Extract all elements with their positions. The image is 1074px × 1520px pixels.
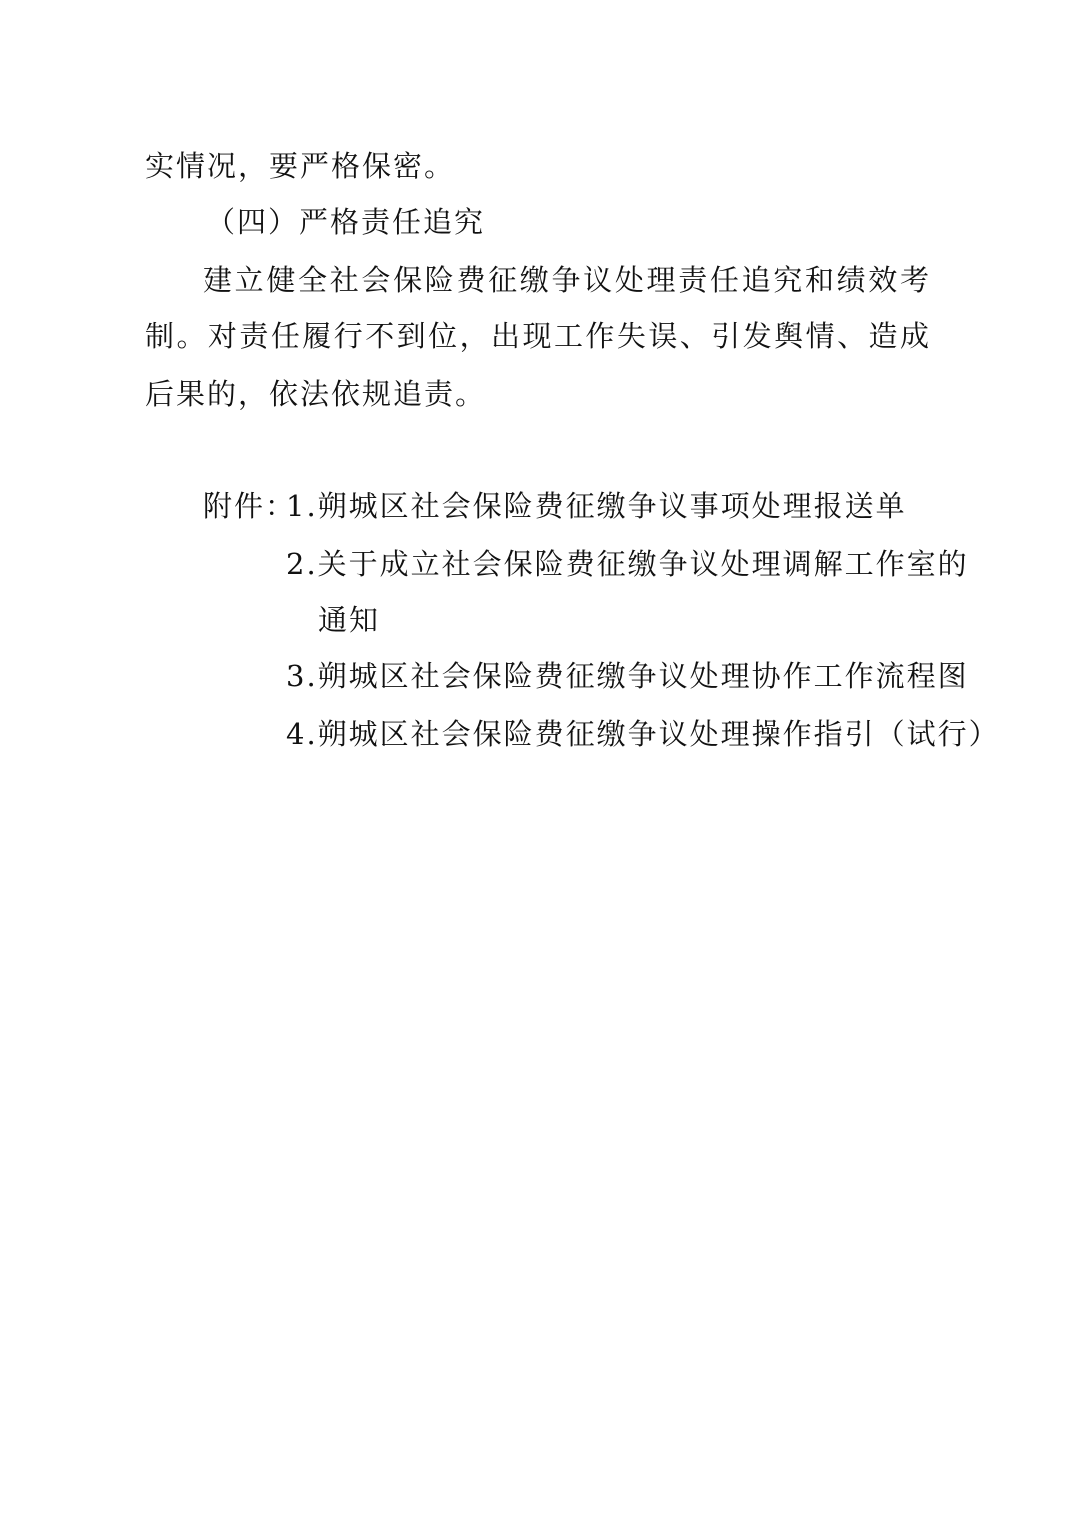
attachment-item-3: 3.朔城区社会保险费征缴争议处理协作工作流程图 bbox=[286, 659, 969, 693]
paragraph-line-3: 后果的，依法依规追责。 bbox=[145, 377, 487, 411]
attachment-item-2-continuation: 通知 bbox=[318, 603, 381, 637]
paragraph-line-1: 建立健全社会保险费征缴争议处理责任追究和绩效考 bbox=[203, 263, 931, 297]
attachment-item-2: 2.关于成立社会保险费征缴争议处理调解工作室的 bbox=[286, 547, 969, 581]
attachment-item-1: 1.朔城区社会保险费征缴争议事项处理报送单 bbox=[286, 489, 907, 523]
attachments-label: 附件： bbox=[203, 489, 297, 523]
paragraph-continuation: 实情况，要严格保密。 bbox=[145, 149, 456, 183]
paragraph-line-2: 制。对责任履行不到位，出现工作失误、引发舆情、造成 bbox=[145, 319, 931, 353]
attachment-item-4: 4.朔城区社会保险费征缴争议处理操作指引（试行） bbox=[286, 717, 1000, 751]
section-heading: （四）严格责任追究 bbox=[206, 205, 486, 239]
